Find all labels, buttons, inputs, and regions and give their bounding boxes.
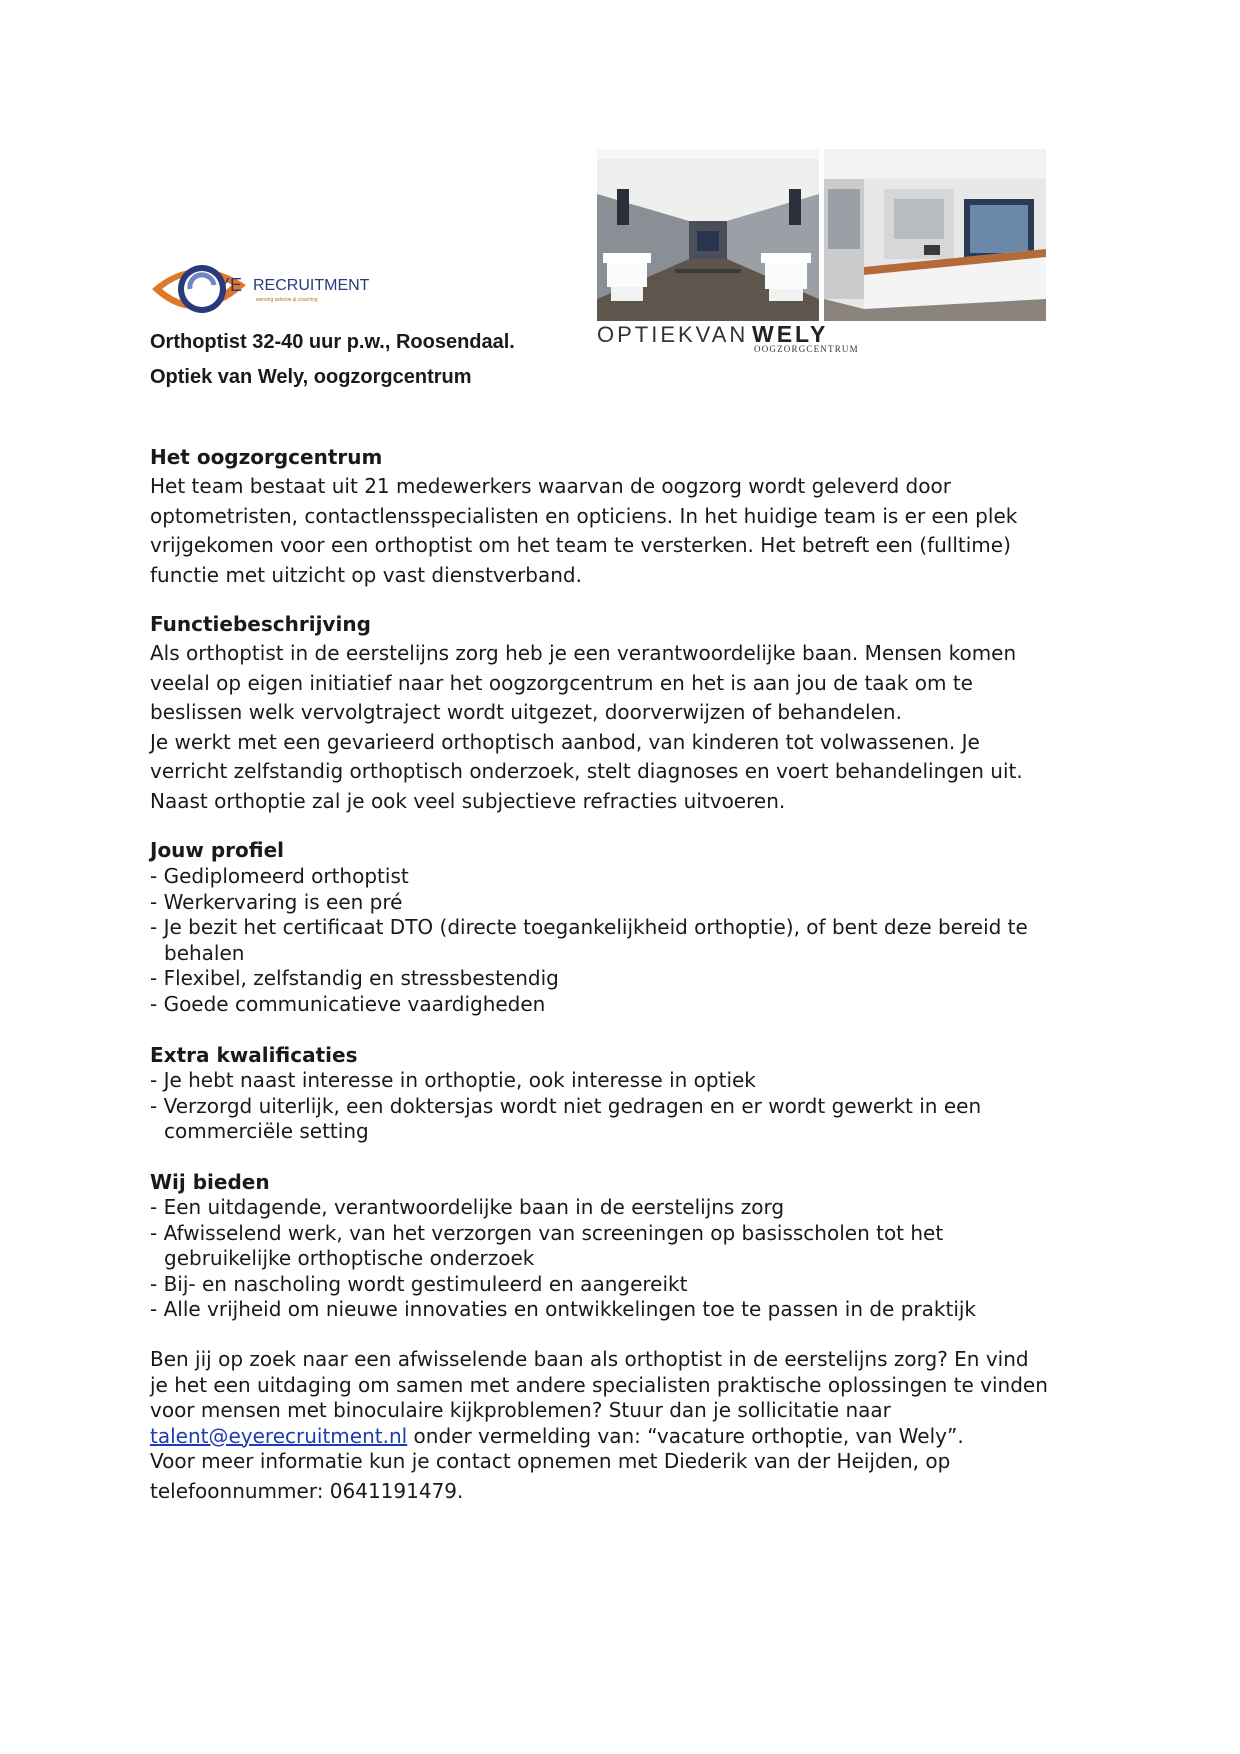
company-title: Optiek van Wely, oogzorgcentrum (150, 366, 472, 388)
extra-list (150, 1068, 981, 1145)
list-item: - Goede communicatieve vaardigheden (150, 991, 546, 1016)
list-item-continuation: commerciële setting (164, 1119, 369, 1143)
paragraph-line: Naast orthoptie zal je ook veel subjectieve refracties uitvoeren. (150, 788, 786, 813)
list-item: - Afwisselend werk, van het verzorgen van screeningen op basisscholen tot het (150, 1220, 944, 1245)
list-item: - Je bezit het certificaat DTO (directe toegankelijkheid orthoptie), of bent deze bereid te (150, 915, 1028, 939)
paragraph-line: verricht zelfstandig orthoptisch onderzoek, stelt diagnoses en voert behandelingen uit. (150, 759, 1023, 783)
paragraph-line: beslissen welk vervolgtraject wordt uitgezet, doorverwijzen of behandelen. (150, 700, 902, 724)
list-item: - Alle vrijheid om nieuwe innovaties en ontwikkelingen toe te passen in de praktijk (150, 1297, 977, 1321)
paragraph-line: je het een uitdaging om samen met andere specialisten praktische oplossingen te vinden (150, 1372, 1048, 1397)
email-line-rest: onder vermelding van: “vacature orthoptie, van Wely”. (407, 1423, 964, 1448)
paragraph-line: vrijgekomen voor een orthoptist om het team te versterken. Het betreft een (fulltime) (150, 533, 1011, 557)
list-item: - Werkervaring is een pré (150, 889, 403, 914)
functie-text (150, 639, 1023, 816)
logo-tagline: werving selectie & coaching (256, 297, 318, 303)
heading-wij-bieden: Wij bieden (150, 1170, 270, 1194)
job-title: Orthoptist 32-40 uur p.w., Roosendaal. (150, 331, 515, 353)
paragraph-line: Je werkt met een gevarieerd orthoptisch aanbod, van kinderen tot volwassenen. Je (150, 729, 980, 754)
paragraph-line: Ben jij op zoek naar een afwisselende baan als orthoptist in de eerstelijns zorg? En vind (150, 1347, 1029, 1371)
profiel-list (150, 864, 1028, 1017)
brand-optiekvan: OPTIEKVAN (597, 322, 749, 347)
list-item: - Een uitdagende, verantwoordelijke baan in de eerstelijns zorg (150, 1195, 785, 1219)
paragraph-line: optometristen, contactlensspecialisten en opticiens. In het huidige team is er een plek (150, 503, 1018, 528)
shop-interior-photo (597, 149, 819, 321)
paragraph-line: Als orthoptist in de eerstelijns zorg heb je een verantwoordelijke baan. Mensen komen (150, 641, 1017, 665)
list-item: - Flexibel, zelfstandig en stressbestendig (150, 966, 559, 990)
list-item-continuation: gebruikelijke orthoptische onderzoek (164, 1246, 535, 1270)
paragraph-line: Voor meer informatie kun je contact opnemen met Diederik van der Heijden, op (150, 1449, 951, 1473)
email-link[interactable]: talent@eyerecruitment.nl (150, 1423, 408, 1448)
list-item: - Verzorgd uiterlijk, een doktersjas wordt niet gedragen en er wordt gewerkt in een (150, 1093, 982, 1118)
paragraph-line (150, 1424, 1048, 1450)
optiek-van-wely-logo (597, 322, 917, 352)
closing-paragraph (150, 1347, 1048, 1504)
bieden-list (150, 1195, 976, 1323)
counter-photo (824, 149, 1046, 321)
heading-functiebeschrijving: Functiebeschrijving (150, 612, 371, 636)
list-item: - Gediplomeerd orthoptist (150, 864, 409, 888)
paragraph-line: Het team bestaat uit 21 medewerkers waarvan de oogzorg wordt geleverd door (150, 474, 951, 498)
logo-ye-text: YE (218, 275, 243, 295)
brand-oogzorgcentrum: OOGZORGCENTRUM (754, 344, 859, 354)
heading-jouw-profiel: Jouw profiel (150, 838, 285, 862)
logo-recruitment-text: RECRUITMENT (253, 277, 370, 294)
paragraph-line: functie met uitzicht op vast dienstverband. (150, 562, 582, 587)
heading-oogzorgcentrum: Het oogzorgcentrum (150, 445, 383, 469)
paragraph-line: voor mensen met binoculaire kijkproblemen? Stuur dan je sollicitatie naar (150, 1398, 891, 1422)
oogzorgcentrum-text (150, 472, 1017, 590)
list-item: - Bij- en nascholing wordt gestimuleerd en aangereikt (150, 1271, 688, 1296)
brand-wely: WELY (752, 321, 829, 347)
heading-extra-kwalificaties: Extra kwalificaties (150, 1043, 358, 1067)
paragraph-line: veelal op eigen initiatief naar het oogzorgcentrum en het is aan jou de taak om te (150, 670, 973, 695)
list-item: - Je hebt naast interesse in orthoptie, ook interesse in optiek (150, 1068, 756, 1092)
eye-recruitment-logo (150, 255, 370, 327)
list-item-continuation: behalen (164, 940, 245, 965)
phone-line: telefoonnummer: 0641191479. (150, 1478, 464, 1503)
